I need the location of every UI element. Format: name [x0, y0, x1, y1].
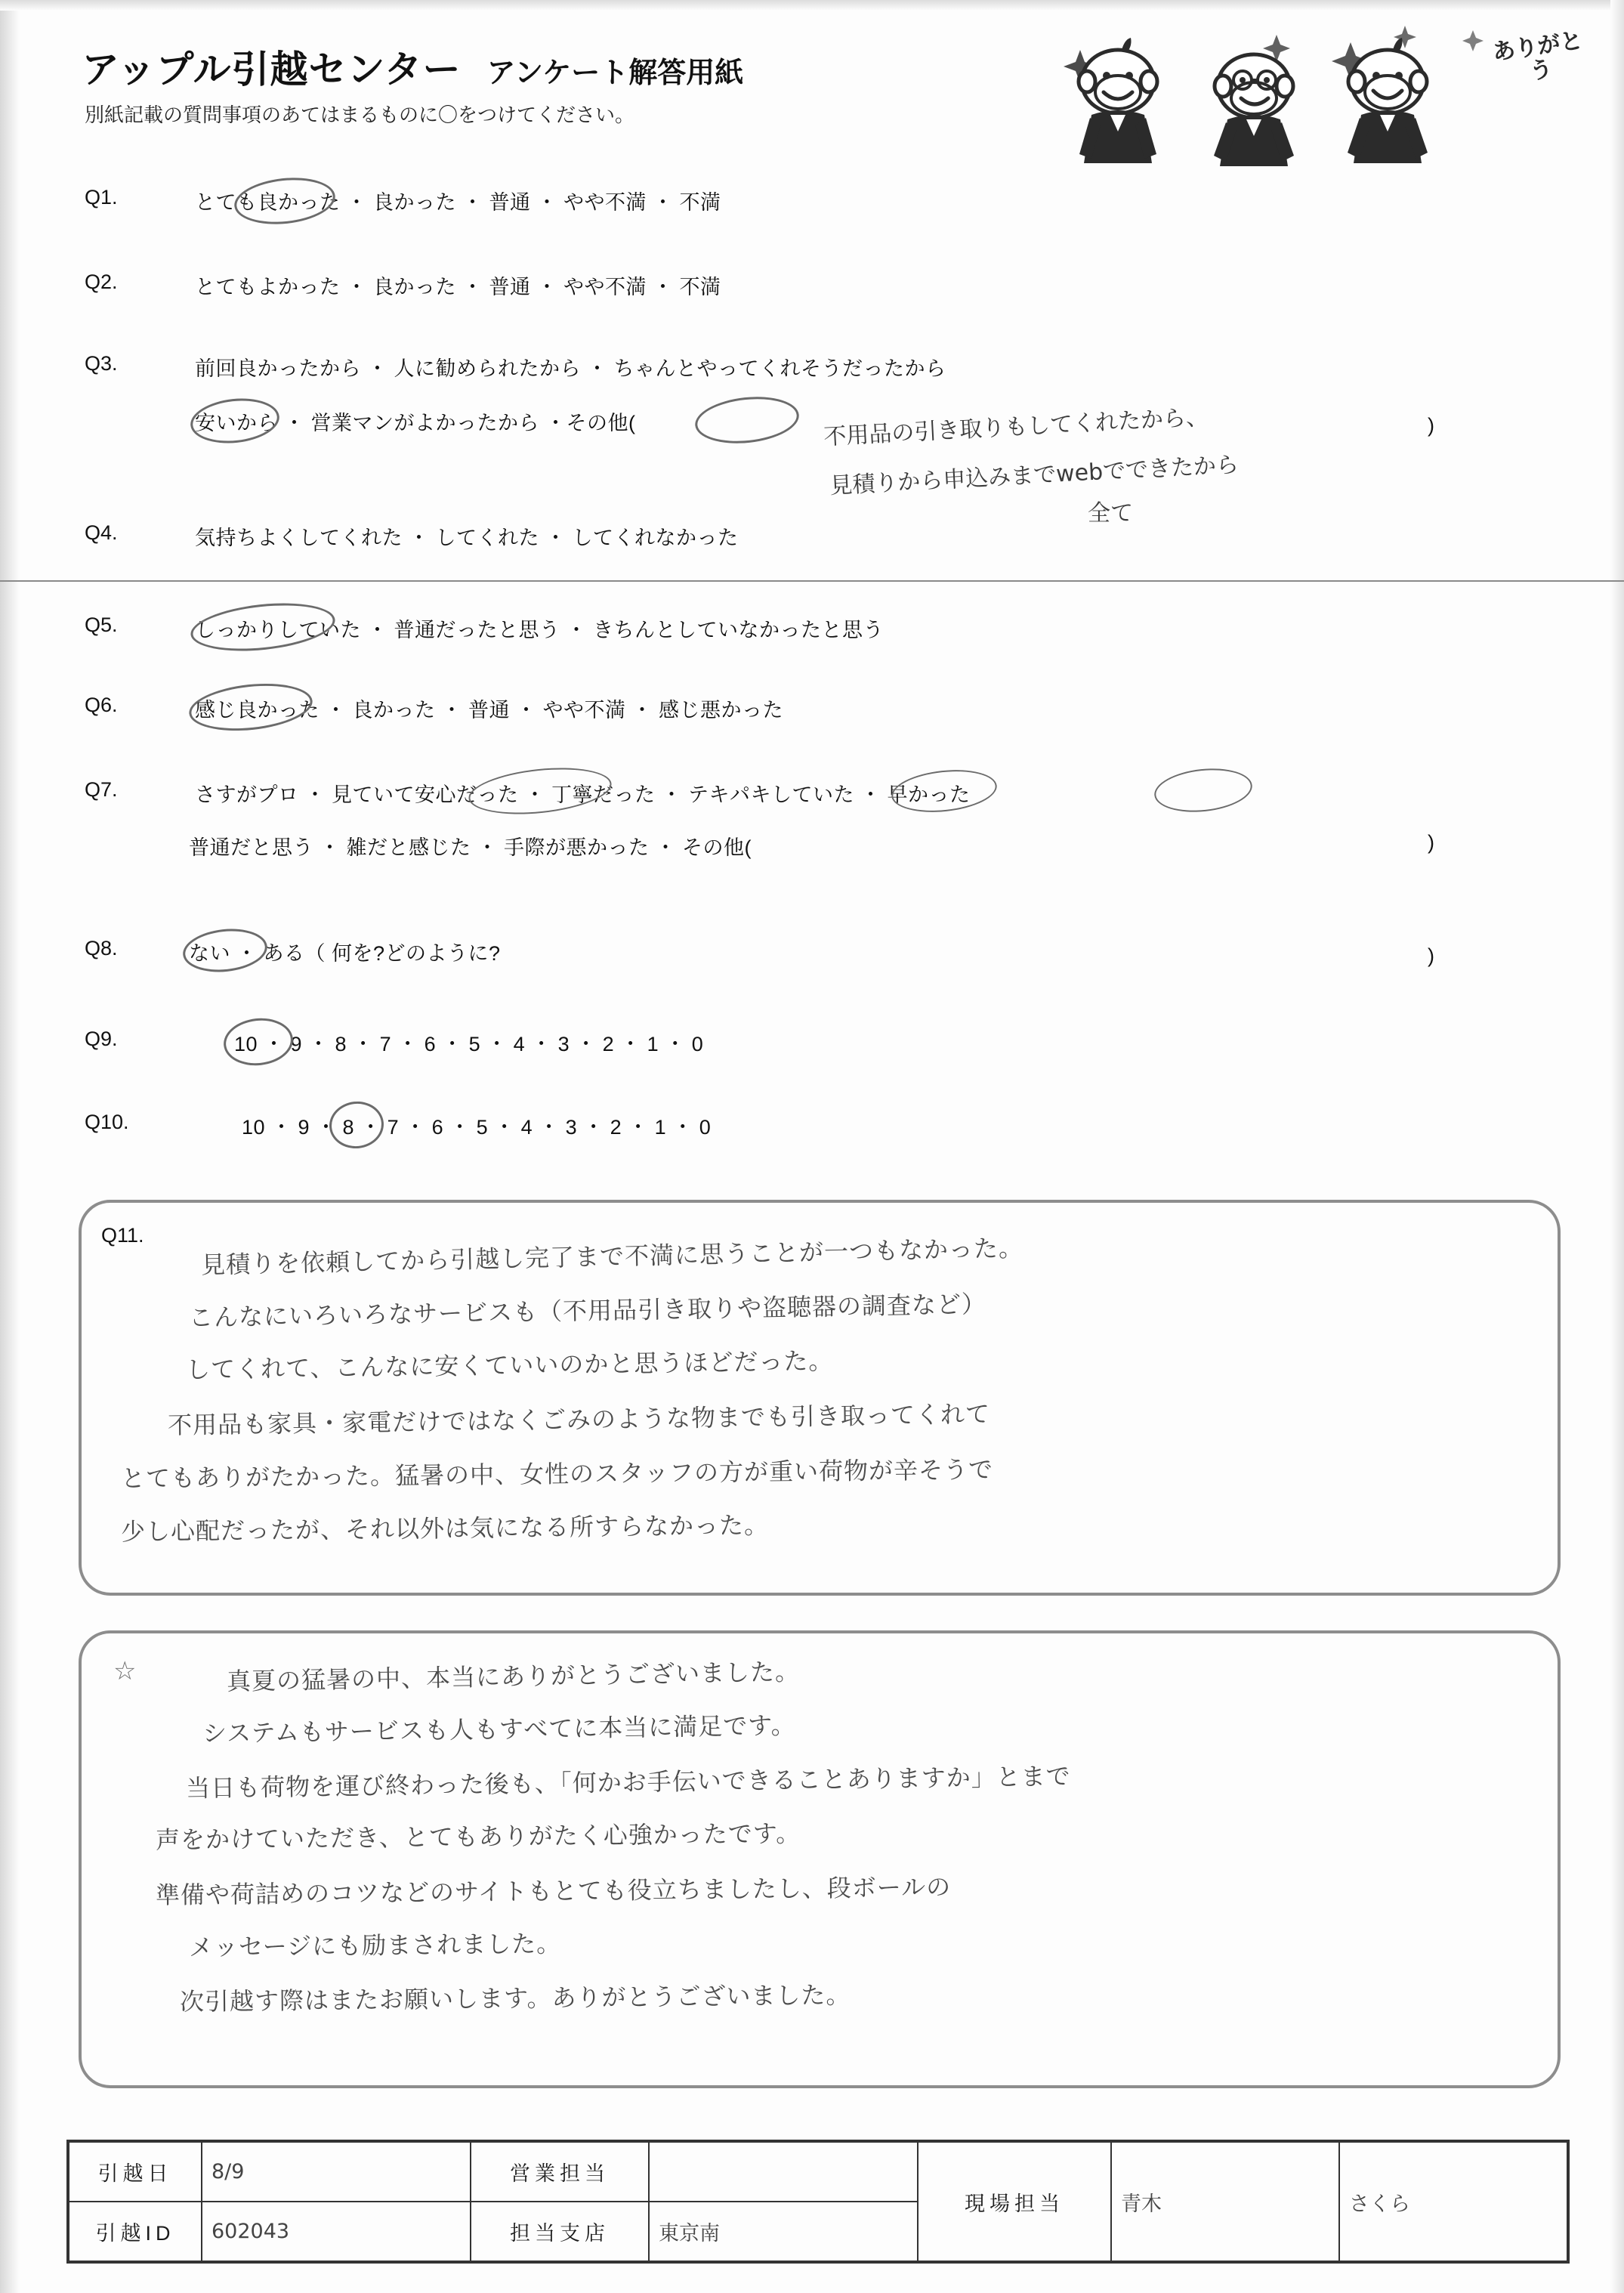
- free-comment-line-6: メッセージにも励まされました。: [188, 1929, 562, 1962]
- q3-options-line1[interactable]: 前回良かったから ・ 人に勧められたから ・ ちゃんとやってくれそうだったから: [195, 357, 946, 380]
- q3-selected-circle-cheap: [188, 394, 281, 447]
- q5-options[interactable]: しっかりしていた ・ 普通だったと思う ・ きちんとしていなかったと思う: [195, 619, 885, 641]
- q3-other-close-paren: ): [1428, 414, 1435, 437]
- free-comment-box[interactable]: [79, 1630, 1561, 2088]
- free-comment-line-5: 準備や荷詰めのコツなどのサイトもとても役立ちましたし、段ボールの: [155, 1872, 952, 1910]
- footer-table: [66, 2140, 1570, 2264]
- star-icon: ☆: [113, 1657, 137, 1686]
- q3-other-text-line1: 不用品の引き取りもしてくれたから、: [823, 403, 1209, 451]
- q5-selected-circle: [188, 597, 337, 657]
- q7-options-line2[interactable]: 普通だと思う ・ 雑だと感じた ・ 手際が悪かった ・ その他(: [189, 836, 752, 859]
- branch-label: 担当支店: [471, 2202, 649, 2261]
- sales-value[interactable]: [649, 2142, 918, 2202]
- q3-selected-circle-other: [693, 392, 801, 448]
- q8-close-paren: ): [1428, 944, 1435, 967]
- free-comment-line-7: 次引越す際はまたお願いします。ありがとうございました。: [179, 1980, 851, 2016]
- q11-line-3: してくれて、こんなに安くていいのかと思うほどだった。: [185, 1346, 834, 1384]
- q7-circle-anshin: [466, 762, 613, 820]
- q6-selected-circle: [187, 678, 314, 737]
- move-id-value[interactable]: 602043: [202, 2202, 471, 2261]
- q7-options-line1[interactable]: さすがプロ ・ 見ていて安心だった ・ 丁寧だった ・ テキパキしていた ・ 早かった: [195, 783, 971, 806]
- header-title-row: [82, 39, 743, 94]
- q3-label: Q3.: [85, 352, 118, 375]
- q11-line-6: 少し心配だったが、それ以外は気になる所すらなかった。: [120, 1510, 770, 1547]
- q3-other-text-line2: 見積りから申込みまでwebでできたから: [829, 451, 1240, 500]
- page-edge-left: [0, 0, 20, 2293]
- move-date-label: 引越日: [69, 2142, 202, 2202]
- q1-label: Q1.: [85, 186, 118, 209]
- q9-selected-circle: [221, 1015, 295, 1068]
- q4-label: Q4.: [85, 521, 118, 544]
- free-comment-line-1: 真夏の猛暑の中、本当にありがとうございました。: [226, 1657, 801, 1696]
- thanks-text: ありがとう: [1491, 27, 1585, 85]
- sales-label: 営業担当: [471, 2142, 649, 2202]
- page-edge-right: [1610, 0, 1624, 2293]
- site-value-1[interactable]: 青木: [1111, 2142, 1339, 2261]
- branch-value[interactable]: 東京南: [649, 2202, 918, 2261]
- q7-circle-hayakatta: [1152, 764, 1254, 816]
- q2-options[interactable]: とてもよかった ・ 良かった ・ 普通 ・ やや不満 ・ 不満: [195, 276, 721, 298]
- q2-label: Q2.: [85, 270, 118, 293]
- q3-options-line2[interactable]: 安いから ・ 営業マンがよかったから ・その他(: [195, 412, 636, 434]
- q11-line-1: 見積りを依頼してから引越し完了まで不満に思うことが一つもなかった。: [200, 1233, 1024, 1280]
- q1-options[interactable]: とても良かった ・ 良かった ・ 普通 ・ やや不満 ・ 不満: [195, 191, 721, 214]
- q7-other-close-paren: ): [1428, 831, 1435, 854]
- q7-label: Q7.: [85, 778, 118, 801]
- q1-selected-circle: [232, 173, 338, 229]
- form-title: アンケート解答用紙: [486, 57, 744, 89]
- q8-options[interactable]: ない ・ ある（ 何を?どのように?: [189, 942, 501, 965]
- q10-selected-circle: [327, 1099, 386, 1151]
- table-row: [69, 2142, 1567, 2202]
- page-edge-top: [0, 0, 1624, 11]
- company-title: アップル引越センター: [82, 48, 462, 91]
- q5-label: Q5.: [85, 613, 118, 636]
- q9-label: Q9.: [85, 1028, 118, 1050]
- free-comment-line-2: システムもサービスも人もすべてに本当に満足です。: [202, 1710, 796, 1748]
- q8-selected-circle: [181, 925, 269, 975]
- q11-line-5: とてもありがたかった。猛暑の中、女性のスタッフの方が重い荷物が辛そうで: [120, 1454, 994, 1494]
- q11-line-2: こんなにいろいろなサービスも（不用品引き取りや盗聴器の調査など）: [188, 1289, 987, 1333]
- site-label: 現場担当: [918, 2142, 1111, 2261]
- move-date-value[interactable]: 8/9: [202, 2142, 471, 2202]
- move-id-label: 引越ID: [69, 2202, 202, 2261]
- site-value-2[interactable]: さくら: [1339, 2142, 1567, 2261]
- instruction-text: 別紙記載の質問事項のあてはまるものに〇をつけてください。: [85, 104, 635, 126]
- q3-other-text-line3: 全て: [1088, 500, 1133, 527]
- q4-options[interactable]: 気持ちよくしてくれた ・ してくれた ・ してくれなかった: [195, 527, 739, 549]
- q11-line-4: 不用品も家具・家電だけではなくごみのような物までも引き取ってくれて: [167, 1399, 991, 1440]
- section-divider: [0, 580, 1624, 582]
- free-comment-line-3: 当日も荷物を運び終わった後も、「何かお手伝いできることありますか」とまで: [185, 1761, 1071, 1803]
- q6-options[interactable]: 感じ良かった ・ 良かった ・ 普通 ・ やや不満 ・ 感じ悪かった: [195, 699, 784, 722]
- q8-label: Q8.: [85, 937, 118, 960]
- free-comment-line-4: 声をかけていただき、とてもありがたく心強かったです。: [155, 1819, 801, 1855]
- q9-scale[interactable]: 10 ・ 9 ・ 8 ・ 7 ・ 6 ・ 5 ・ 4 ・ 3 ・ 2 ・ 1 ・ 0: [234, 1033, 704, 1055]
- q6-label: Q6.: [85, 694, 118, 716]
- q7-circle-tekipaki: [890, 765, 999, 817]
- q10-label: Q10.: [85, 1111, 129, 1133]
- q10-scale[interactable]: 10 ・ 9 ・ 8 ・ 7 ・ 6 ・ 5 ・ 4 ・ 3 ・ 2 ・ 1 ・ 0: [242, 1116, 712, 1139]
- q11-label: Q11.: [101, 1224, 144, 1247]
